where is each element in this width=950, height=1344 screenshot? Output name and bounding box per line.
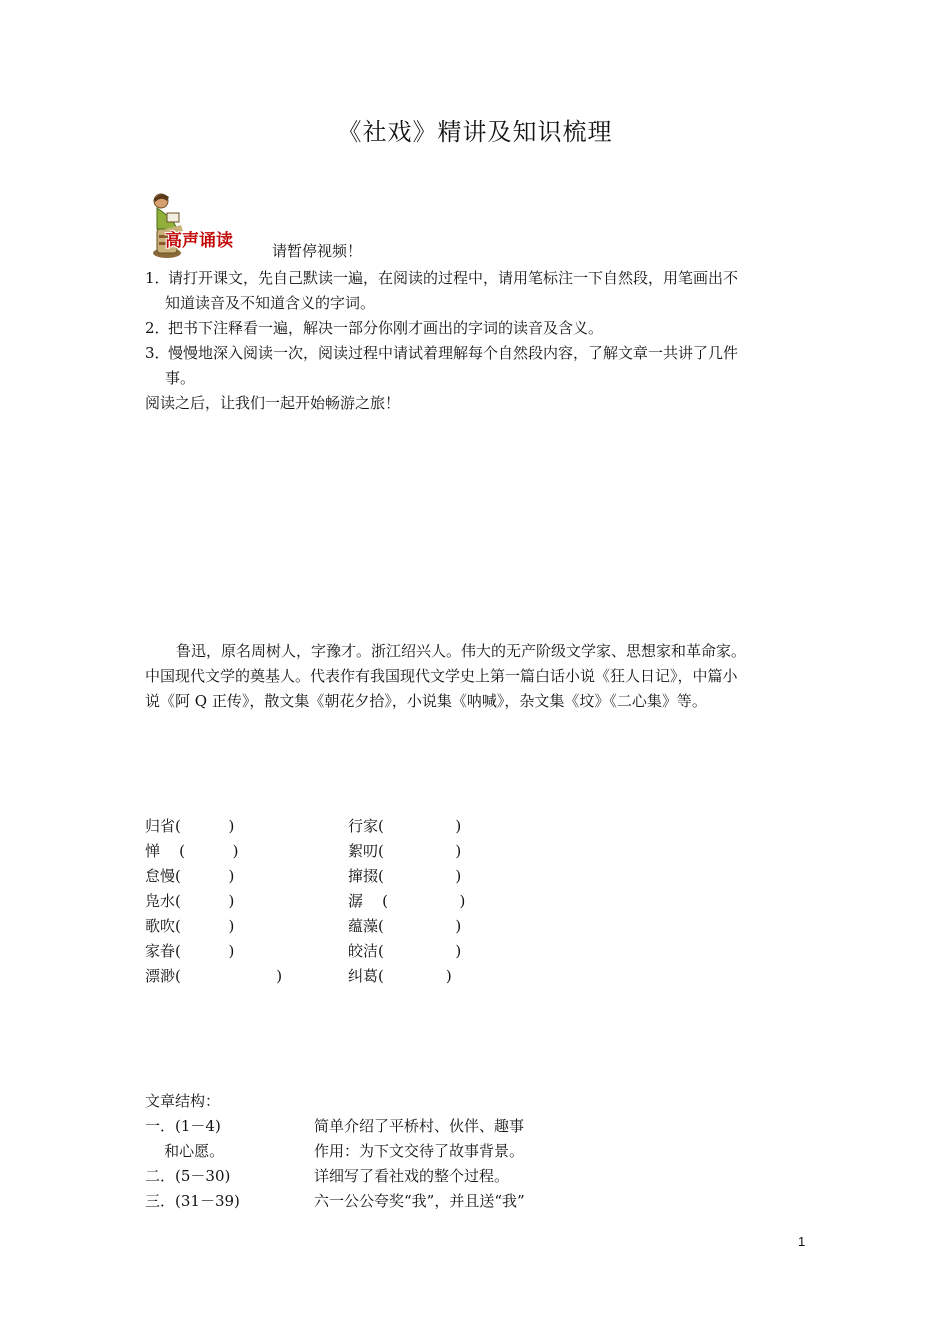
instruction-1-num: 1． [145, 269, 170, 287]
page-title: 《社戏》精讲及知识梳理 [337, 118, 613, 146]
page-number: 1 [798, 1234, 806, 1249]
after-reading-text: 阅读之后，让我们一起开始畅游之旅！ [145, 394, 401, 412]
vocab-left-5: 歌吹( ) [145, 917, 235, 935]
vocab-right-6: 皎洁( ) [348, 942, 462, 960]
vocab-left-6: 家眷( ) [145, 942, 235, 960]
reading-badge-label: 高声诵读 [165, 231, 233, 251]
instruction-2-num: 2． [145, 319, 170, 337]
structure-row-1-desc: 简单介绍了平桥村、伙伴、趣事 [314, 1117, 525, 1135]
structure-row-2-desc: 作用：为下文交待了故事背景。 [314, 1142, 525, 1160]
vocab-left-1: 归省( ) [145, 817, 235, 835]
vocab-right-4: 潺 ( ) [348, 892, 466, 910]
author-intro-line-1: 鲁迅，原名周树人，字豫才。浙江绍兴人。伟大的无产阶级文学家、思想家和革命家。 [176, 642, 747, 660]
structure-heading: 文章结构： [145, 1092, 221, 1110]
instruction-2-line1: 把书下注释看一遍，解决一部分你刚才画出的字词的读音及含义。 [168, 319, 604, 337]
instruction-3-line1: 慢慢地深入阅读一次，阅读过程中请试着理解每个自然段内容，了解文章一共讲了几件 [168, 344, 739, 362]
instruction-1-line1: 请打开课文，先自己默读一遍，在阅读的过程中，请用笔标注一下自然段，用笔画出不 [168, 269, 739, 287]
vocab-left-7: 漂渺( ) [145, 967, 283, 985]
vocab-left-3: 怠慢( ) [145, 867, 235, 885]
vocab-left-4: 凫水( ) [145, 892, 235, 910]
vocab-left-2: 惮 ( ) [145, 842, 239, 860]
structure-row-2-label: 和心愿。 [145, 1142, 225, 1160]
author-intro-line-3: 说《阿 Q 正传》，散文集《朝花夕拾》，小说集《呐喊》，杂文集《坟》《二心集》等。 [145, 692, 707, 710]
vocab-right-5: 蕴藻( ) [348, 917, 462, 935]
vocab-right-7: 纠葛( ) [348, 967, 452, 985]
structure-row-1-label: 一．(1－4) [145, 1117, 221, 1135]
vocab-right-1: 行家( ) [348, 817, 462, 835]
instruction-3-line2: 事。 [165, 369, 196, 387]
author-intro-line-2: 中国现代文学的奠基人。代表作有我国现代文学史上第一篇白话小说《狂人日记》，中篇小 [145, 667, 738, 685]
instruction-3-num: 3． [145, 344, 170, 362]
instruction-1-line2: 知道读音及不知道含义的字词。 [165, 294, 376, 312]
vocab-right-2: 絮叨( ) [348, 842, 462, 860]
pause-note: 请暂停视频！ [272, 242, 363, 260]
structure-row-3-label: 二．(5－30) [145, 1167, 231, 1185]
structure-row-4-desc: 六一公公夸奖“我”，并且送“我” [314, 1192, 525, 1210]
vocab-right-3: 撺掇( ) [348, 867, 462, 885]
structure-row-3-desc: 详细写了看社戏的整个过程。 [314, 1167, 510, 1185]
structure-row-4-label: 三．(31－39) [145, 1192, 240, 1210]
